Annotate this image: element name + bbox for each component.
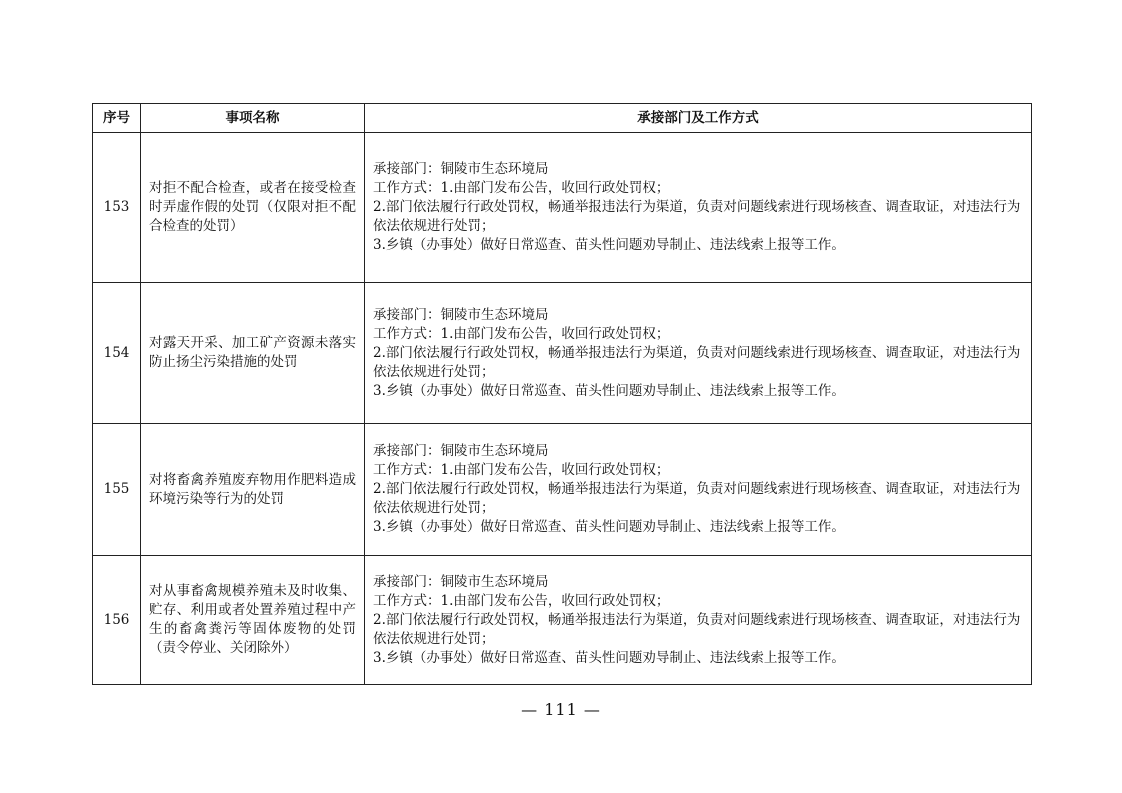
table-row — [93, 424, 1032, 556]
row-seq: 155 — [93, 424, 141, 556]
row-item-name: 对将畜禽养殖废弃物用作肥料造成环境污染等行为的处罚 — [141, 424, 365, 556]
row-dept-method — [365, 133, 1032, 283]
row-seq: 156 — [93, 556, 141, 685]
row-item-name: 对从事畜禽规模养殖未及时收集、贮存、利用或者处置养殖过程中产生的畜禽粪污等固体废物的处罚（责令停业、关闭除外） — [141, 556, 365, 685]
row-item-name: 对拒不配合检查，或者在接受检查时弄虚作假的处罚（仅限对拒不配合检查的处罚） — [141, 133, 365, 283]
method-line: 2.部门依法履行行政处罚权，畅通举报违法行为渠道，负责对问题线索进行现场核查、调查取证，对违法行为依法依规进行处罚； — [373, 344, 1021, 380]
items-table — [92, 103, 1032, 685]
method-line: 2.部门依法履行行政处罚权，畅通举报违法行为渠道，负责对问题线索进行现场核查、调查取证，对违法行为依法依规进行处罚； — [373, 481, 1021, 516]
table-row — [93, 283, 1032, 424]
table-row — [93, 556, 1032, 685]
method-line: 2.部门依法履行行政处罚权，畅通举报违法行为渠道，负责对问题线索进行现场核查、调查取证，对违法行为依法依规进行处罚； — [373, 199, 1021, 234]
dept-line: 承接部门：铜陵市生态环境局 — [373, 573, 549, 590]
method-line: 工作方式：1.由部门发布公告，收回行政处罚权； — [373, 592, 670, 609]
row-dept-method — [365, 424, 1032, 556]
method-line: 3.乡镇（办事处）做好日常巡查、苗头性问题劝导制止、违法线索上报等工作。 — [373, 649, 845, 666]
table-header-row — [93, 104, 1032, 133]
page-number: — 111 — — [521, 700, 601, 719]
method-line: 3.乡镇（办事处）做好日常巡查、苗头性问题劝导制止、违法线索上报等工作。 — [373, 519, 845, 535]
row-seq: 153 — [93, 133, 141, 283]
method-line: 工作方式：1.由部门发布公告，收回行政处罚权； — [373, 180, 670, 196]
dept-line: 承接部门：铜陵市生态环境局 — [373, 443, 549, 459]
header-dept-method: 承接部门及工作方式 — [365, 104, 1032, 133]
header-item-name: 事项名称 — [141, 104, 365, 133]
method-line: 3.乡镇（办事处）做好日常巡查、苗头性问题劝导制止、违法线索上报等工作。 — [373, 382, 845, 399]
dept-line: 承接部门：铜陵市生态环境局 — [373, 161, 549, 177]
method-line: 工作方式：1.由部门发布公告，收回行政处罚权； — [373, 325, 670, 342]
row-dept-method — [365, 283, 1032, 424]
method-line: 工作方式：1.由部门发布公告，收回行政处罚权； — [373, 462, 670, 478]
method-line: 3.乡镇（办事处）做好日常巡查、苗头性问题劝导制止、违法线索上报等工作。 — [373, 237, 845, 253]
dept-line: 承接部门：铜陵市生态环境局 — [373, 306, 549, 323]
row-dept-method — [365, 556, 1032, 685]
row-item-name: 对露天开采、加工矿产资源未落实防止扬尘污染措施的处罚 — [141, 283, 365, 424]
method-line: 2.部门依法履行行政处罚权，畅通举报违法行为渠道，负责对问题线索进行现场核查、调查取证，对违法行为依法依规进行处罚； — [373, 611, 1021, 647]
row-seq: 154 — [93, 283, 141, 424]
table-row — [93, 133, 1032, 283]
header-seq: 序号 — [93, 104, 141, 133]
